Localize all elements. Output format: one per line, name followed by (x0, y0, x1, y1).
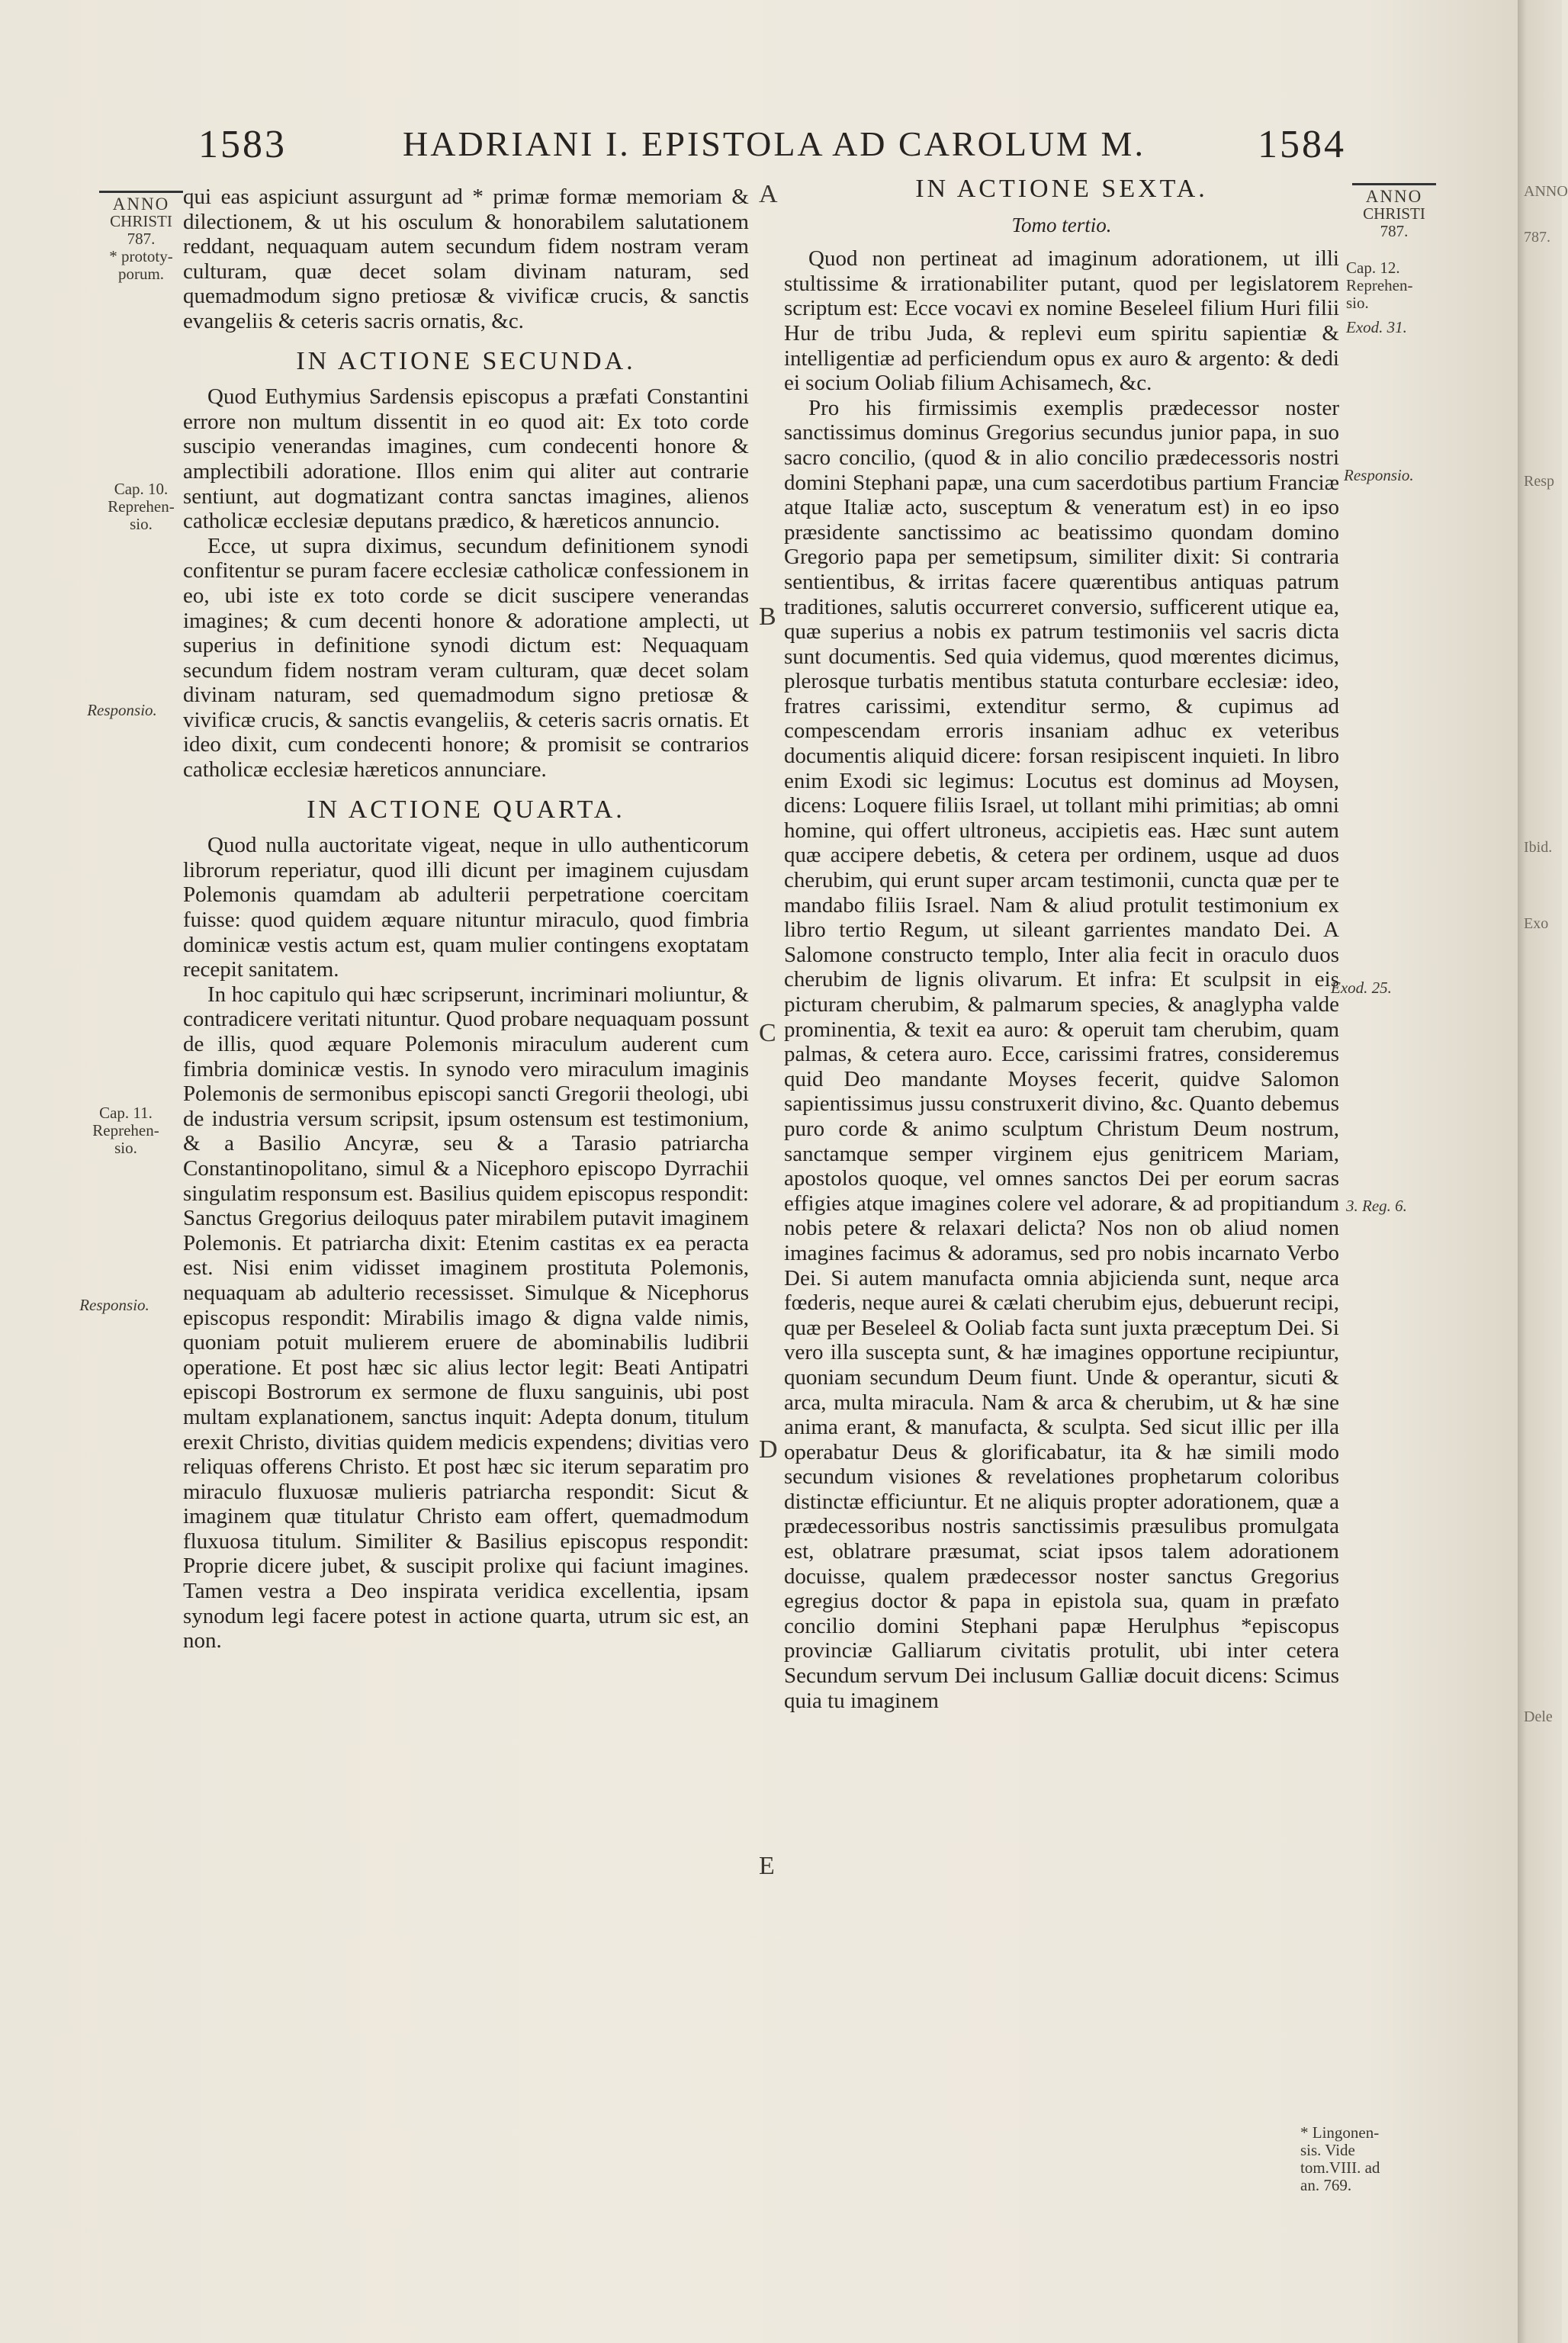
cap-label: sio. (130, 515, 153, 533)
cap-label: sio. (114, 1139, 137, 1157)
strip-fragment: Exo (1524, 915, 1549, 932)
paragraph: Quod Euthymius Sardensis episcopus a præfati Constantini errore non multum dissentit in eo quod ait: Ex toto corde suscipio venerandas imagines, cum condecenti honore & amplectibili adoratione. Illos enim qui aliter aut contrarie sentiunt, aut dogmatizant contra sanctas imagines, alienos catholicæ ecclesiæ deputans prædico, & hæreticos annuncio. (183, 384, 749, 534)
section-heading: IN ACTIONE SECUNDA. (296, 346, 636, 375)
paragraph: Quod nulla auctoritate vigeat, neque in ullo authenticorum librorum reperiatur, quod illi dicunt per imaginem cujusdam Polemonis quamdam ab adulterii perpetratione coercitam fuisse: quod quidem æquare nituntur miraculo, quod fimbria dominicæ vestis actum est, quam mulier contingens exoptatam recepit sanitatem. (183, 833, 749, 982)
anno-label: ANNO (112, 194, 170, 214)
margin-anno-left (92, 191, 191, 283)
cap-label: Cap. 12. (1346, 259, 1400, 277)
note-label: sis. Vide (1300, 2141, 1355, 2159)
cap-label: Reprehen- (108, 497, 175, 516)
cap-label: Cap. 10. (114, 480, 169, 498)
section-letter: D (759, 1435, 778, 1464)
cap-label: sio. (1346, 294, 1369, 312)
note-label: tom.VIII. ad (1300, 2158, 1380, 2177)
strip-fragment: Dele (1524, 1708, 1553, 1725)
margin-lingonensis (1300, 2124, 1392, 2194)
page-number-left: 1583 (198, 123, 287, 166)
note-label: * prototy- (109, 247, 173, 265)
margin-responsio-right: Responsio. (1344, 466, 1414, 484)
strip-fragment: Resp (1524, 473, 1554, 490)
running-header (194, 122, 1354, 168)
margin-responsio-1: Responsio. (87, 701, 157, 719)
note-label: porum. (117, 265, 165, 283)
year-label: 787. (1380, 222, 1409, 240)
cap-label: Reprehen- (1346, 276, 1413, 294)
christi-label: CHRISTI (110, 212, 172, 230)
margin-reg6: 3. Reg. 6. (1346, 1197, 1407, 1215)
strip-fragment: Ibid. (1524, 839, 1553, 856)
rule-divider (1352, 183, 1436, 185)
paragraph: In hoc capitulo qui hæc scripserunt, incriminari moliuntur, & contradicere veritati nituntur. Quod probare nequaquam possunt de illis, quod æquare Polemonis miraculum auderent cum fimbria dominicæ vestis. In synodo vero miraculum imaginis Polemonis de sermonibus episcopi sancti Gregorii theologi, ubi de industria versum scripsit, ipsum ostensum est testimonium, & a Basilio Ancyræ, seu & a Tarasio patriarcha Constantinopolitano, simul & a Nicephoro episcopo Dyrrachii singulatim responsum est. Basilius quidem episcopus respondit: Sanctus Gregorius deiloquus pater mirabilem putavit imaginem Polemonis. Et patriarcha dixit: Etenim castitas ex ea peracta est. Nisi enim vidisset imaginem prostituta Polemonis, nequaquam ab adulterio recessisset. Simulque & Nicephorus episcopus respondit: Mirabilis imago & digna valde nimis, quoniam potuit mulierem eruere de abominabilis ludibrii operatione. Et post hæc sic alius lector legit: Beati Antipatri episcopi Bostrorum ex sermone de fluxu sanguinis, ubi post multam explanationem, sanctus inquit: Adepta donum, titulum erexit Christo, divitias quidem medicis expendens; divitias vero reliquas offerens Christo. Et post hæc sic iterum separatim pro miraculo fluxuosæ mulieris patriarcha respondit: Sicut & imaginem quæ titulatur Christo eam offert, quemadmodum fluxuosa titulum. Similiter & Basilius episcopus respondit: Proprie dicere jubet, & suscipit prolixe qui faciunt imagines. Tamen vestra a Deo inspirata veridica excellentia, ipsam synodum legi facere potest in actione quarta, utrum sic est, an non. (183, 982, 749, 1654)
margin-exod25: Exod. 25. (1331, 979, 1392, 997)
paragraph: qui eas aspiciunt assurgunt ad * primæ formæ memoriam & dilectionem, & ut his osculum & honorabilem salutationem reddant, nequaquam autem secundum fidem nostram veram culturam, quæ decet solam divinam naturam, sed quemadmodum signo pretiosæ & vivificæ crucis, & sanctis evangeliis & ceteris sacris ornatis, &c. (183, 185, 749, 333)
cap-label: Cap. 11. (99, 1104, 153, 1122)
subheading: Tomo tertio. (1011, 213, 1112, 236)
note-label: * Lingonen- (1300, 2123, 1380, 2142)
right-column (784, 177, 1339, 1713)
strip-fragment: 787. (1524, 229, 1550, 246)
margin-cap10 (92, 480, 191, 533)
section-letter: C (759, 1019, 776, 1047)
note-label: an. 769. (1300, 2176, 1352, 2194)
page-number-right: 1584 (1258, 123, 1346, 166)
paragraph: Ecce, ut supra diximus, secundum definitionem synodi confitentur se puram facere ecclesiæ catholicæ confessionem in eo, ubi iste ex toto corde se dicit suscipere venerandas imagines; & cum decenti honore & adoratione amplecti, ut superius in definitione synodi dictum est: Nequaquam secundum fidem nostram veram culturam, quæ decet solam divinam naturam, sed quemadmodum signo pretiosæ & vivificæ crucis, & sanctis evangeliis, & ceteris sacris ornatis. Et ideo dixit, cum condecenti honore; & promisit se contrarios catholicæ ecclesiæ hæreticos annunciare. (183, 533, 749, 783)
margin-cap12 (1346, 259, 1438, 312)
rule-divider (99, 191, 183, 193)
margin-cap11 (76, 1104, 175, 1157)
facing-page-edge (1518, 0, 1568, 2343)
cap-label: Reprehen- (92, 1121, 159, 1139)
christi-label: CHRISTI (1363, 204, 1425, 223)
anno-label: ANNO (1365, 187, 1423, 206)
paragraph: Quod non pertineat ad imaginum adorationem, ut illi stultissime & irrationabiliter putant, quod per legislatorem scriptum est: Ecce vocavi ex nomine Beseleel filium Huri filii Hur de tribu Juda, & replevi eum spiritu sapientiæ & intelligentiæ ad perficiendum opus ex auro & argento: & dedi ei socium Ooliab filium Achisamech, &c. (784, 246, 1339, 396)
margin-responsio-2: Responsio. (79, 1296, 149, 1314)
margin-anno-right (1348, 183, 1440, 240)
paragraph: Pro his firmissimis exemplis prædecessor noster sanctissimus dominus Gregorius secundus junior papa, in suo sacro concilio, (quod & in alio concilio prædecessoris nostri domini Stephani papæ, una cum sacerdotibus partium Franciæ atque Italiæ acto, susceptum & veneratum est) in eo ipso præsidente sanctissimo ac beatissimo quondam domino Gregorio papa per semetipsum, similiter dixit: Si contraria sentientibus, & irritas facere quærentibus antiquas patrum traditiones, salutis occurreret conversio, sufficerent utique ea, quæ superius a nobis ex patrum testimoniis vel sacris dicta sunt documentis. Sed quia videmus, quod mœrentes dicimus, plerosque turbatis mentibus statuta conturbare ecclesiæ: ideo, fratres carissimi, extenditur sermo, & cupimus ad compescendam erroris insaniam adhuc ex veteribus documentis aliquid dicere: forsan resipiscent inquieti. In libro enim Exodi sic legimus: Locutus est dominus ad Moysen, dicens: Loquere filiis Israel, ut tollant mihi primitias; ab omni homine, qui offert ultroneus, accipietis eas. Hæc sunt autem quæ accipere debetis, & cetera per ordinem, usque ad duos cherubim, qui erunt super arcam testimonii, cuncta quæ per te mandabo filiis Israel. Nam & aliud protulit testimonium ex libro tertio Regum, ut sileant garrientes mandato Dei. A Salomone constructo templo, Inter alia fecit in oraculo duos cherubim de lignis olivarum. Et infra: Et sculpsit in eis picturam cherubim, & palmarum species, & anaglypha valde prominentia, & texit ea auro: & operuit tam cherubim, quam palmas, & cetera auro. Ecce, carissimi fratres, consideremus quid Deo mandante Moyses fecerit, quidve Salomon sapientissimus jussu construxerit divino, &c. Quanto debemus puro corde & animo sculptum Christum Deum nostrum, sanctamque semper virginem ejus genitricem Mariam, apostolos quoque, vel omnes sanctos Dei per eorum sacras effigies atque imagines colere vel adorare, & ad propitiandum nobis petere & relaxari delicta? Nos non ob aliud nomen imagines facimus & adoramus, sed pro nobis incarnato Verbo Dei. Si autem manufacta omnia abjicienda sunt, neque arca fœderis, neque aurei & cælati cherubim ejus, debuerunt recipi, quæ per Beseleel & Ooliab facta sunt juxta præceptum Dei. Si vero illa suscepta sunt, & hæ imagines opportune recipiuntur, quoniam secundum Deum fiunt. Unde & operantur, sicuti & arca, multa miracula. Nam & arca & cherubim, ut & hæ sine anima erant, & manufacta, & sculpta. Sed sicut illic per illa operabatur Deus & glorificabatur, ita & hæ simili modo secundum visiones & revelationes prophetarum coloribus distinctæ efficiuntur. Et ne aliquis propter adorationem, quæ a prædecessoribus nostris sanctissimis præsulibus promulgata est, oblatrare præsumat, sciat ipsos talem adorationem docuisse, qualem prædecessor noster sanctus Gregorius egregius doctor & papa in epistola sua, quam in præfato concilio domini Stephani papæ Herulphus *episcopus provinciæ Galliarum civitatis protulit, ubi inter cetera Secundum servum Dei inclusum Galliæ docuit dicens: Scimus quia tu imaginem (784, 395, 1339, 1713)
strip-fragment: ANNO (1524, 183, 1568, 200)
margin-exod31: Exod. 31. (1346, 318, 1407, 336)
year-label: 787. (127, 230, 156, 248)
left-column (183, 185, 749, 1654)
section-letter: E (759, 1852, 775, 1880)
section-letter: A (759, 180, 778, 208)
section-heading: IN ACTIONE SEXTA. (915, 175, 1208, 203)
section-heading: IN ACTIONE QUARTA. (307, 795, 625, 824)
running-title: HADRIANI I. EPISTOLA AD CAROLUM M. (403, 124, 1145, 163)
section-letter: B (759, 603, 776, 631)
